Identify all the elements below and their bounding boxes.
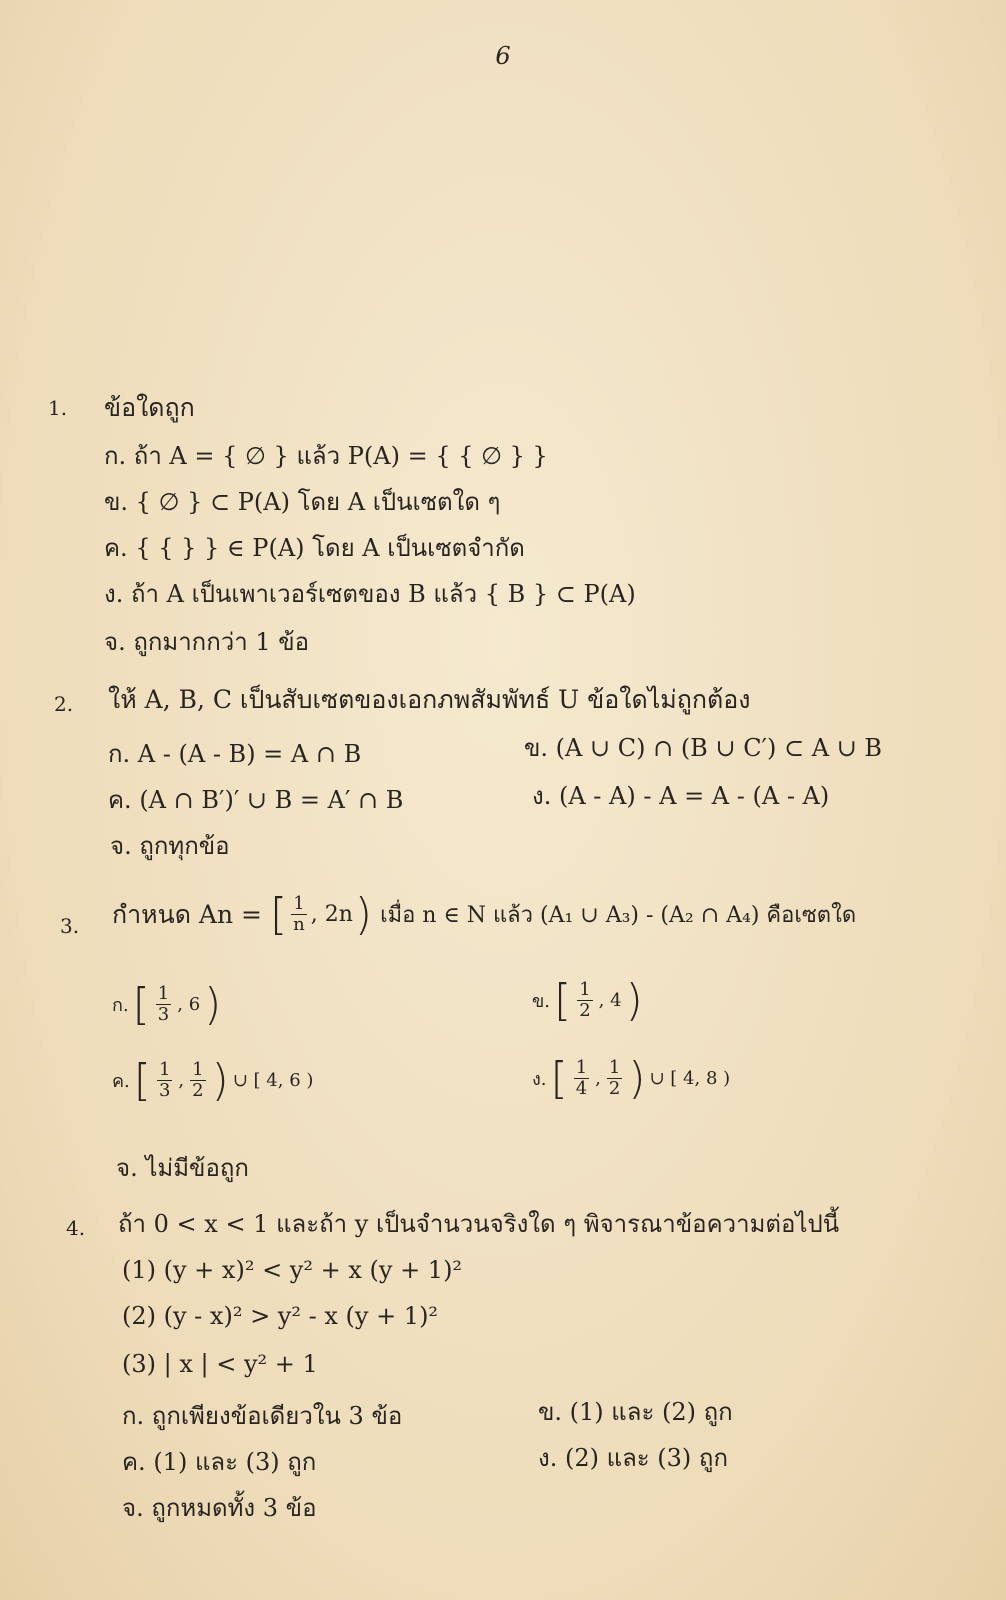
statement-3: (3) | x | < y² + 1	[122, 1350, 318, 1378]
option-label: ก.	[112, 995, 129, 1016]
fraction-numerator: 1	[157, 983, 170, 1004]
comma: ,	[178, 1070, 185, 1091]
fraction-denominator: 2	[608, 1078, 621, 1099]
right-paren-icon: )	[625, 974, 643, 1026]
stem-prefix: กำหนด An =	[112, 899, 262, 929]
fraction	[190, 1060, 205, 1101]
option-b: ข. { ∅ } ⊂ P(A) โดย A เป็นเซตใด ๆ	[104, 488, 501, 516]
option-e: จ. ถูกมากกว่า 1 ข้อ	[104, 628, 310, 656]
interval-end: , 4	[598, 990, 622, 1011]
question-number: 3.	[60, 914, 80, 938]
interval-end: , 2n	[310, 902, 353, 927]
interval-end: , 6	[177, 994, 201, 1015]
fraction-numerator: 1	[291, 894, 307, 915]
fraction-numerator: 1	[608, 1057, 621, 1078]
option-c	[112, 1054, 314, 1106]
option-b	[532, 974, 643, 1026]
fraction-numerator: 1	[579, 979, 591, 1000]
right-paren-icon: )	[628, 1052, 646, 1104]
left-bracket-icon: [	[133, 1054, 151, 1106]
option-b: ข. (1) และ (2) ถูก	[538, 1398, 733, 1426]
fraction	[157, 1060, 172, 1101]
page-number: 6	[495, 42, 511, 70]
option-c: ค. (A ∩ B′)′ ∪ B = A′ ∩ B	[108, 786, 404, 814]
fraction	[574, 1058, 589, 1099]
union-tail: ∪ [ 4, 8 )	[649, 1068, 731, 1089]
fraction-numerator: 1	[158, 1059, 171, 1080]
question-number: 4.	[66, 1216, 86, 1240]
fraction-denominator: n	[293, 914, 305, 935]
question-stem: ถ้า 0 < x < 1 และถ้า y เป็นจำนวนจริงใด ๆ พิจารณาข้อความต่อไปนี้	[118, 1210, 840, 1238]
interval-an	[269, 888, 373, 940]
left-bracket-icon: [	[269, 888, 288, 940]
option-e: จ. ถูกหมดทั้ง 3 ข้อ	[122, 1494, 317, 1522]
question-stem: ข้อใดถูก	[104, 393, 195, 422]
option-d: ง. (2) และ (3) ถูก	[538, 1444, 728, 1472]
left-bracket-icon: [	[554, 974, 572, 1026]
stem-suffix: เมื่อ n ∈ N แล้ว (A₁ ∪ A₃) - (A₂ ∩ A₄) คือเซตใด	[380, 903, 857, 928]
left-bracket-icon: [	[550, 1052, 568, 1104]
question-number: 2.	[54, 692, 74, 716]
question-stem	[112, 888, 857, 940]
option-b: ข. (A ∪ C) ∩ (B ∪ C′) ⊂ A ∪ B	[524, 734, 883, 762]
fraction	[607, 1058, 622, 1099]
right-paren-icon: )	[211, 1054, 229, 1106]
option-a	[112, 978, 222, 1030]
option-d: ง. ถ้า A เป็นเพาเวอร์เซตของ B แล้ว { B } ⊂ P(A)	[104, 580, 636, 608]
option-label: ข.	[532, 991, 551, 1012]
fraction-denominator: 3	[157, 1004, 170, 1025]
fraction	[291, 894, 307, 935]
fraction-denominator: 3	[158, 1080, 171, 1101]
question-number: 1.	[48, 396, 68, 420]
option-c: ค. (1) และ (3) ถูก	[122, 1448, 317, 1476]
fraction	[577, 980, 592, 1021]
option-e: จ. ถูกทุกข้อ	[110, 832, 230, 860]
option-label: ง.	[532, 1069, 547, 1090]
statement-1: (1) (y + x)² < y² + x (y + 1)²	[122, 1256, 463, 1284]
option-a: ก. ถูกเพียงข้อเดียวใน 3 ข้อ	[122, 1402, 403, 1430]
option-c: ค. { { } } ∈ P(A) โดย A เป็นเซตจำกัด	[104, 534, 525, 562]
left-bracket-icon: [	[132, 978, 150, 1030]
fraction-denominator: 4	[575, 1078, 588, 1099]
option-a: ก. A - (A - B) = A ∩ B	[108, 740, 362, 768]
right-paren-icon: )	[354, 888, 373, 940]
option-d: ง. (A - A) - A = A - (A - A)	[532, 782, 830, 810]
option-a: ก. ถ้า A = { ∅ } แล้ว P(A) = { { ∅ } }	[104, 442, 548, 470]
fraction-denominator: 2	[579, 1000, 591, 1021]
question-stem: ให้ A, B, C เป็นสับเซตของเอกภพสัมพัทธ์ U ข้อใดไม่ถูกต้อง	[108, 685, 751, 714]
option-e: จ. ไม่มีข้อถูก	[116, 1154, 249, 1182]
fraction-denominator: 2	[192, 1080, 204, 1101]
union-tail: ∪ [ 4, 6 )	[232, 1070, 314, 1091]
statement-2: (2) (y - x)² > y² - x (y + 1)²	[122, 1302, 439, 1330]
comma: ,	[595, 1068, 601, 1089]
fraction	[156, 984, 171, 1025]
right-paren-icon: )	[204, 978, 222, 1030]
option-d	[532, 1052, 731, 1104]
option-label: ค.	[112, 1071, 130, 1092]
fraction-numerator: 1	[575, 1057, 588, 1078]
fraction-numerator: 1	[192, 1059, 204, 1080]
